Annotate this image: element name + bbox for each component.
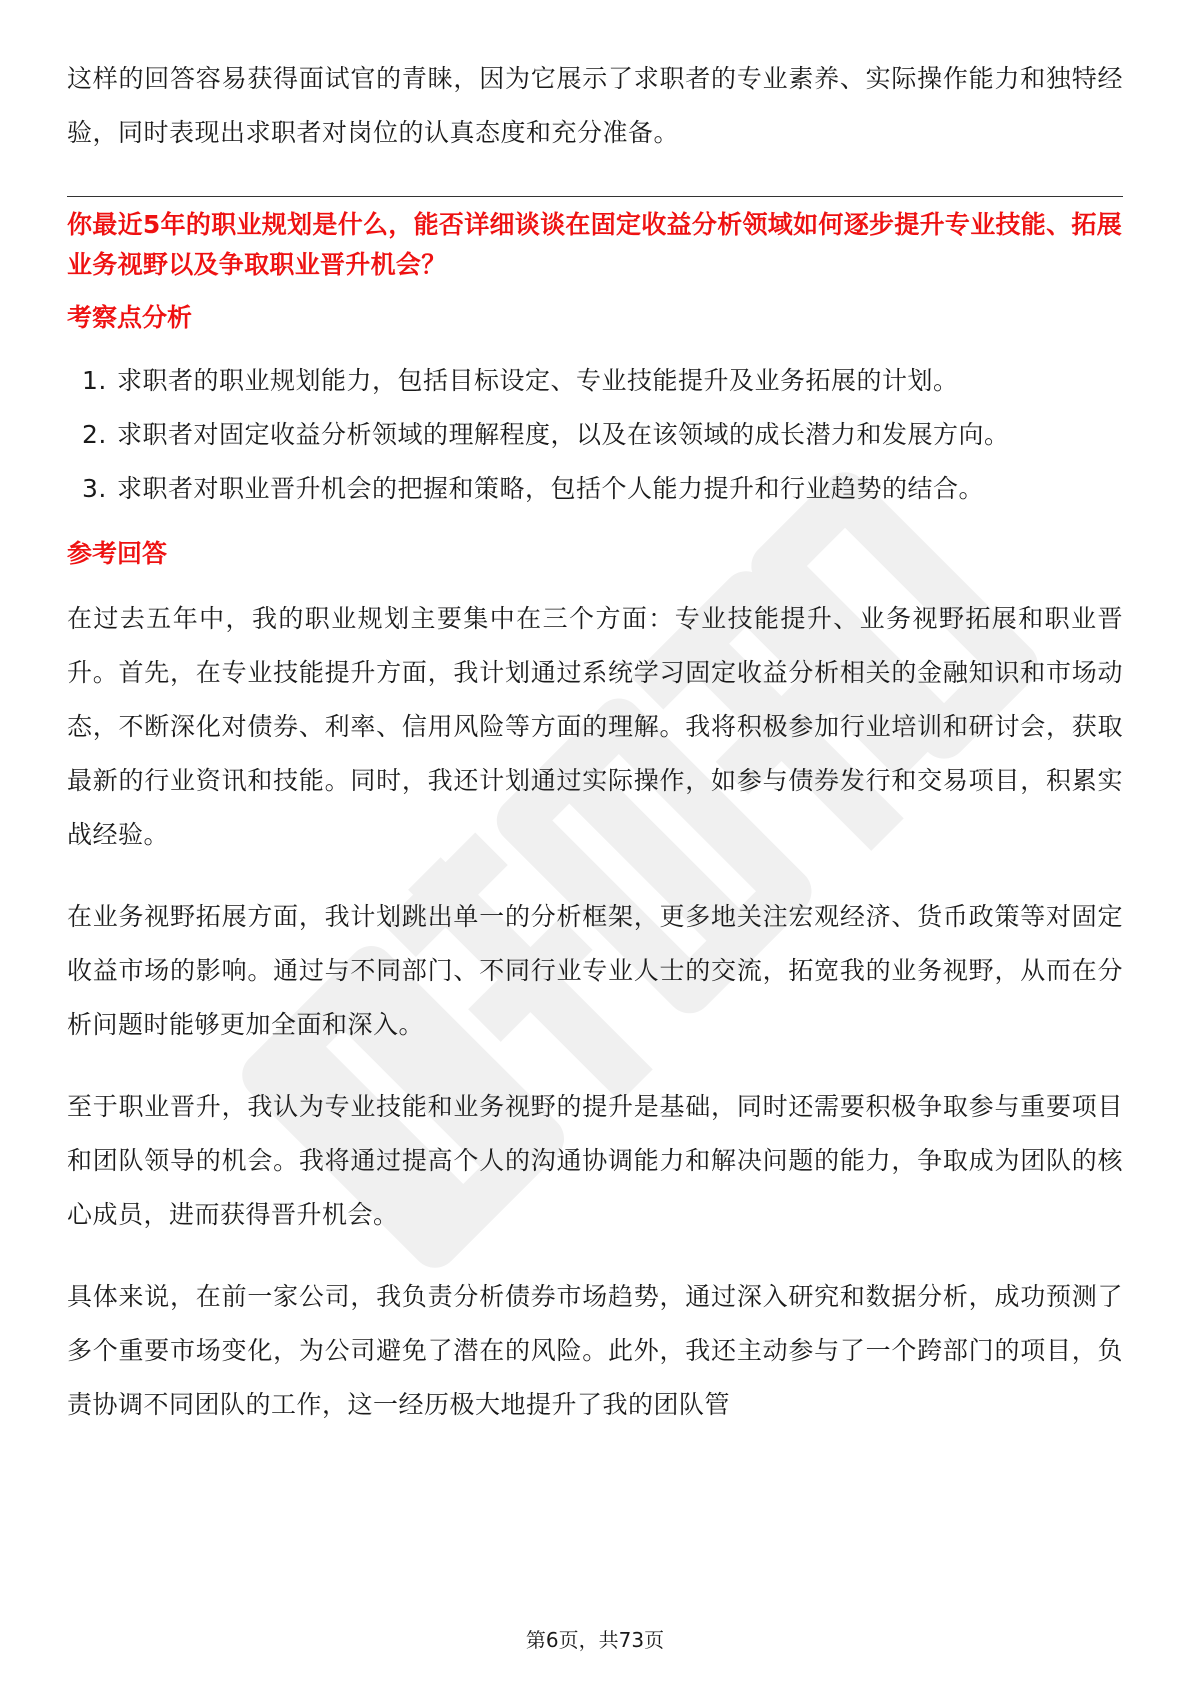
- list-item-text: 求职者对职业晋升机会的把握和策略，包括个人能力提升和行业趋势的结合。: [117, 474, 985, 503]
- answer-paragraph: 至于职业晋升，我认为专业技能和业务视野的提升是基础，同时还需要积极争取参与重要项目和团队领导的机会。我将通过提高个人的沟通协调能力和解决问题的能力，争取成为团队的核心成员，进而获得晋升机会。: [67, 1092, 1123, 1229]
- answer-heading: 参考回答: [67, 539, 168, 568]
- intro-paragraph: 这样的回答容易获得面试官的青睐，因为它展示了求职者的专业素养、实际操作能力和独特经验，同时表现出求职者对岗位的认真态度和充分准备。: [67, 64, 1123, 147]
- list-item: [67, 462, 1123, 516]
- question-heading: 你最近5年的职业规划是什么，能否详细谈谈在固定收益分析领域如何逐步提升专业技能、拓展业务视野以及争取职业晋升机会？: [67, 210, 1122, 279]
- analysis-heading: 考察点分析: [67, 303, 193, 332]
- answer-paragraph: 在业务视野拓展方面，我计划跳出单一的分析框架，更多地关注宏观经济、货币政策等对固定收益市场的影响。通过与不同部门、不同行业专业人士的交流，拓宽我的业务视野，从而在分析问题时能够更加全面和深入。: [67, 902, 1123, 1039]
- page-number: 第6页，共73页: [525, 1628, 665, 1652]
- list-item: [67, 354, 1123, 408]
- answer-paragraph: 具体来说，在前一家公司，我负责分析债券市场趋势，通过深入研究和数据分析，成功预测了多个重要市场变化，为公司避免了潜在的风险。此外，我还主动参与了一个跨部门的项目，负责协调不同团队的工作，这一经历极大地提升了我的团队管: [67, 1282, 1123, 1419]
- section-divider: [67, 196, 1123, 197]
- list-item: [67, 408, 1123, 462]
- list-item-number: 3.: [82, 474, 107, 503]
- list-item-number: 1.: [82, 366, 107, 395]
- list-item-text: 求职者的职业规划能力，包括目标设定、专业技能提升及业务拓展的计划。: [117, 366, 959, 395]
- list-item-text: 求职者对固定收益分析领域的理解程度，以及在该领域的成长潜力和发展方向。: [117, 420, 1010, 449]
- list-item-number: 2.: [82, 420, 107, 449]
- content-area: [67, 52, 1123, 1432]
- analysis-points-list: [67, 354, 1123, 516]
- answer-paragraph: 在过去五年中，我的职业规划主要集中在三个方面：专业技能提升、业务视野拓展和职业晋升。首先，在专业技能提升方面，我计划通过系统学习固定收益分析相关的金融知识和市场动态，不断深化对债券、利率、信用风险等方面的理解。我将积极参加行业培训和研讨会，获取最新的行业资讯和技能。同时，我还计划通过实际操作，如参与债券发行和交易项目，积累实战经验。: [67, 604, 1123, 849]
